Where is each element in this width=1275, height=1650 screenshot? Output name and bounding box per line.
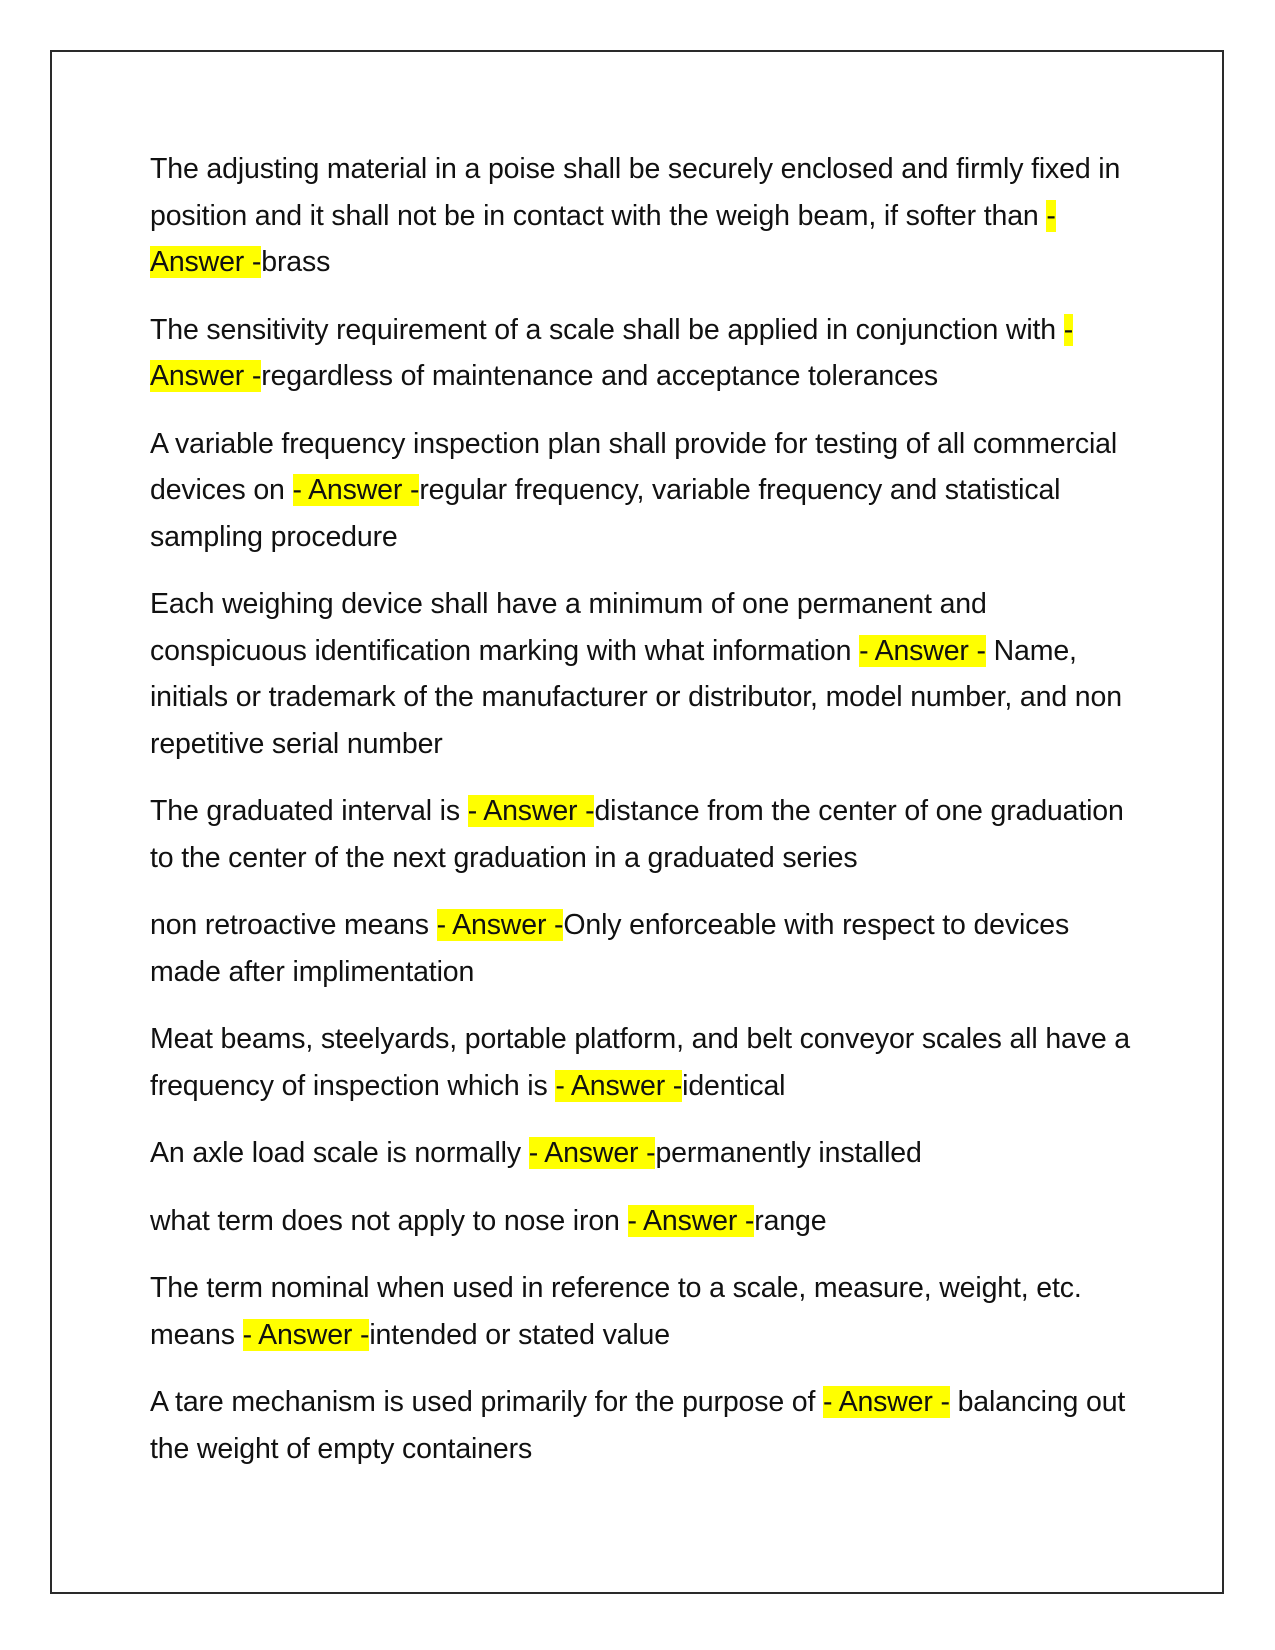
answer-marker: - Answer - — [436, 909, 564, 941]
qa-item-6 — [150, 902, 1130, 995]
answer-text: distance from the center of one graduation to the center of the next graduation in a graduated series — [150, 795, 1124, 874]
answer-marker: - Answer - — [859, 634, 986, 667]
question-text: The graduated interval is — [150, 795, 468, 827]
answer-marker: - Answer - — [292, 474, 420, 506]
question-text: non retroactive means — [150, 909, 437, 941]
qa-item-9 — [150, 1198, 1130, 1245]
answer-text: identical — [682, 1069, 786, 1102]
qa-item-4 — [150, 581, 1130, 767]
answer-marker: - Answer - — [150, 199, 1056, 278]
question-text: Each weighing device shall have a minimum of one permanent and conspicuous identification marking with what information — [150, 588, 987, 667]
qa-item-10 — [150, 1265, 1130, 1358]
qa-item-11 — [150, 1379, 1130, 1472]
answer-text: Name, initials or trademark of the manufacturer or distributor, model number, and non repetitive serial number — [150, 634, 1122, 760]
answer-marker: - Answer - — [823, 1386, 950, 1418]
answer-text: Only enforceable with respect to devices made after implimentation — [150, 909, 1070, 988]
question-text: A tare mechanism is used primarily for the purpose of — [150, 1386, 824, 1418]
answer-text: intended or stated value — [369, 1318, 670, 1351]
question-text: An axle load scale is normally — [150, 1137, 529, 1169]
answer-marker: - Answer - — [150, 313, 1074, 392]
answer-text: range — [754, 1204, 827, 1237]
answer-text: balancing out the weight of empty containers — [150, 1386, 1126, 1465]
question-text: A variable frequency inspection plan shall provide for testing of all commercial devices on — [150, 427, 1118, 506]
document-body — [150, 146, 1130, 1493]
answer-text: permanently installed — [655, 1137, 922, 1169]
answer-text: brass — [261, 246, 331, 278]
question-text: what term does not apply to nose iron — [150, 1204, 628, 1237]
qa-item-7 — [150, 1016, 1130, 1109]
question-text: The term nominal when used in reference to a scale, measure, weight, etc. means — [150, 1272, 1082, 1351]
qa-item-8 — [150, 1130, 1130, 1177]
qa-item-3 — [150, 421, 1130, 561]
answer-marker: - Answer - — [467, 795, 595, 827]
qa-item-1 — [150, 146, 1130, 286]
question-text: The sensitivity requirement of a scale shall be applied in conjunction with — [150, 313, 1064, 346]
answer-marker: - Answer - — [555, 1069, 683, 1102]
answer-marker: - Answer - — [627, 1204, 755, 1237]
answer-text: regardless of maintenance and acceptance tolerances — [261, 360, 939, 392]
qa-item-5 — [150, 788, 1130, 881]
qa-item-2 — [150, 307, 1130, 400]
question-text: Meat beams, steelyards, portable platform, and belt conveyor scales all have a frequency of inspection which is — [150, 1023, 1130, 1102]
answer-marker: - Answer - — [528, 1137, 656, 1169]
answer-text: regular frequency, variable frequency and statistical sampling procedure — [150, 474, 1061, 553]
answer-marker: - Answer - — [242, 1318, 370, 1351]
question-text: The adjusting material in a poise shall be securely enclosed and firmly fixed in position and it shall not be in contact with the weigh beam, if softer than — [150, 153, 1121, 232]
